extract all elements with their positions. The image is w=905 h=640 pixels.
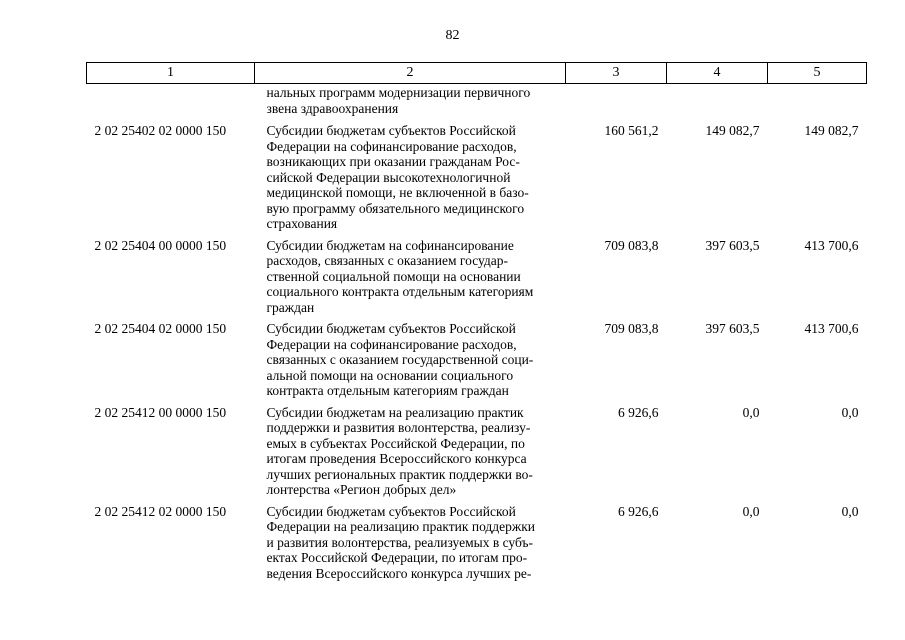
row-value-3: 6 926,6 xyxy=(618,404,659,420)
header-col-4: 4 xyxy=(667,63,768,84)
description-line: медицинской помощи, не включенной в базо- xyxy=(266,185,529,200)
description-line: ственной социальной помощи на основании xyxy=(266,268,521,284)
description-line: звена здравоохранения xyxy=(266,100,399,116)
description-line: ектах Российской Федерации, по итогам про- xyxy=(266,550,528,565)
row-description xyxy=(255,238,566,322)
row-value-5: 413 700,6 xyxy=(804,237,859,253)
description-line: возникающих при оказании гражданам Рос- xyxy=(266,154,520,169)
description-line: Субсидии бюджетам на софинансирование xyxy=(266,237,514,253)
row-value-5: 0,0 xyxy=(841,404,859,420)
page-number: 82 xyxy=(445,28,460,43)
description-line: лонтерства «Регион добрых дел» xyxy=(266,482,457,497)
row-description xyxy=(255,504,566,588)
description-line: Субсидии бюджетам субъектов Российской xyxy=(266,321,516,336)
description-line: емых в субъектах Российской Федерации, по xyxy=(266,435,525,451)
description-line: граждан xyxy=(266,299,315,315)
table-row xyxy=(87,238,867,322)
row-value-3: 709 083,8 xyxy=(604,237,659,253)
header-col-1: 1 xyxy=(87,63,255,84)
description-line: поддержки и развития волонтерства, реализу- xyxy=(266,420,531,435)
row-description xyxy=(255,84,566,124)
row-value-4 xyxy=(667,84,768,124)
row-code: 2 02 25404 02 0000 150 xyxy=(94,321,227,336)
row-value-3: 709 083,8 xyxy=(604,321,659,336)
row-code: 2 02 25404 00 0000 150 xyxy=(94,237,227,253)
row-value-4: 149 082,7 xyxy=(705,123,760,138)
row-description xyxy=(255,123,566,238)
row-description xyxy=(255,321,566,405)
description-line: альной помощи на основании социального xyxy=(266,367,514,383)
description-line: Федерации на софинансирование расходов, xyxy=(266,138,517,154)
row-value-3: 6 926,6 xyxy=(618,503,659,519)
row-value-3: 160 561,2 xyxy=(604,123,659,138)
row-description xyxy=(255,405,566,504)
header-col-5: 5 xyxy=(768,63,867,84)
description-line: вую программу обязательного медицинского xyxy=(266,200,525,216)
description-line: ведения Всероссийского конкурса лучших ре- xyxy=(266,565,532,581)
row-value-5: 413 700,6 xyxy=(804,321,859,336)
row-code: 2 02 25412 00 0000 150 xyxy=(94,404,227,420)
description-line: лучших региональных практик поддержки во- xyxy=(266,466,533,482)
row-value-4: 397 603,5 xyxy=(705,321,760,336)
row-value-5: 149 082,7 xyxy=(804,123,859,138)
table-row xyxy=(87,123,867,238)
header-col-3: 3 xyxy=(566,63,667,84)
description-line: итогам проведения Всероссийского конкурса xyxy=(266,451,527,466)
description-line: нальных программ модернизации первичного xyxy=(266,85,531,100)
row-value-5 xyxy=(768,84,867,124)
description-line: связанных с оказанием государственной соци- xyxy=(266,352,534,367)
description-line: Субсидии бюджетам субъектов Российской xyxy=(266,503,516,519)
description-line: контракта отдельным категориям граждан xyxy=(266,383,509,398)
row-code: 2 02 25402 02 0000 150 xyxy=(94,123,227,138)
row-value-4: 397 603,5 xyxy=(705,237,760,253)
budget-table xyxy=(86,62,867,587)
description-line: Субсидии бюджетам субъектов Российской xyxy=(266,123,516,138)
description-line: расходов, связанных с оказанием государ- xyxy=(266,253,509,268)
table-row xyxy=(87,405,867,504)
description-line: и развития волонтерства, реализуемых в субъ- xyxy=(266,534,533,550)
row-value-3 xyxy=(566,84,667,124)
row-code: 2 02 25412 02 0000 150 xyxy=(94,503,227,519)
row-value-5: 0,0 xyxy=(841,503,859,519)
table-row xyxy=(87,504,867,588)
row-code xyxy=(87,84,255,124)
description-line: страхования xyxy=(266,216,338,231)
description-line: Субсидии бюджетам на реализацию практик xyxy=(266,404,524,420)
table-row xyxy=(87,321,867,405)
description-line: социального контракта отдельным категориям xyxy=(266,284,534,299)
description-line: Федерации на софинансирование расходов, xyxy=(266,336,517,352)
table-header-row xyxy=(87,63,867,84)
row-value-4: 0,0 xyxy=(742,404,760,420)
description-line: Федерации на реализацию практик поддержки xyxy=(266,519,536,534)
header-col-2: 2 xyxy=(255,63,566,84)
description-line: сийской Федерации высокотехнологичной xyxy=(266,169,511,185)
row-value-4: 0,0 xyxy=(742,503,760,519)
continuation-row xyxy=(87,84,867,124)
